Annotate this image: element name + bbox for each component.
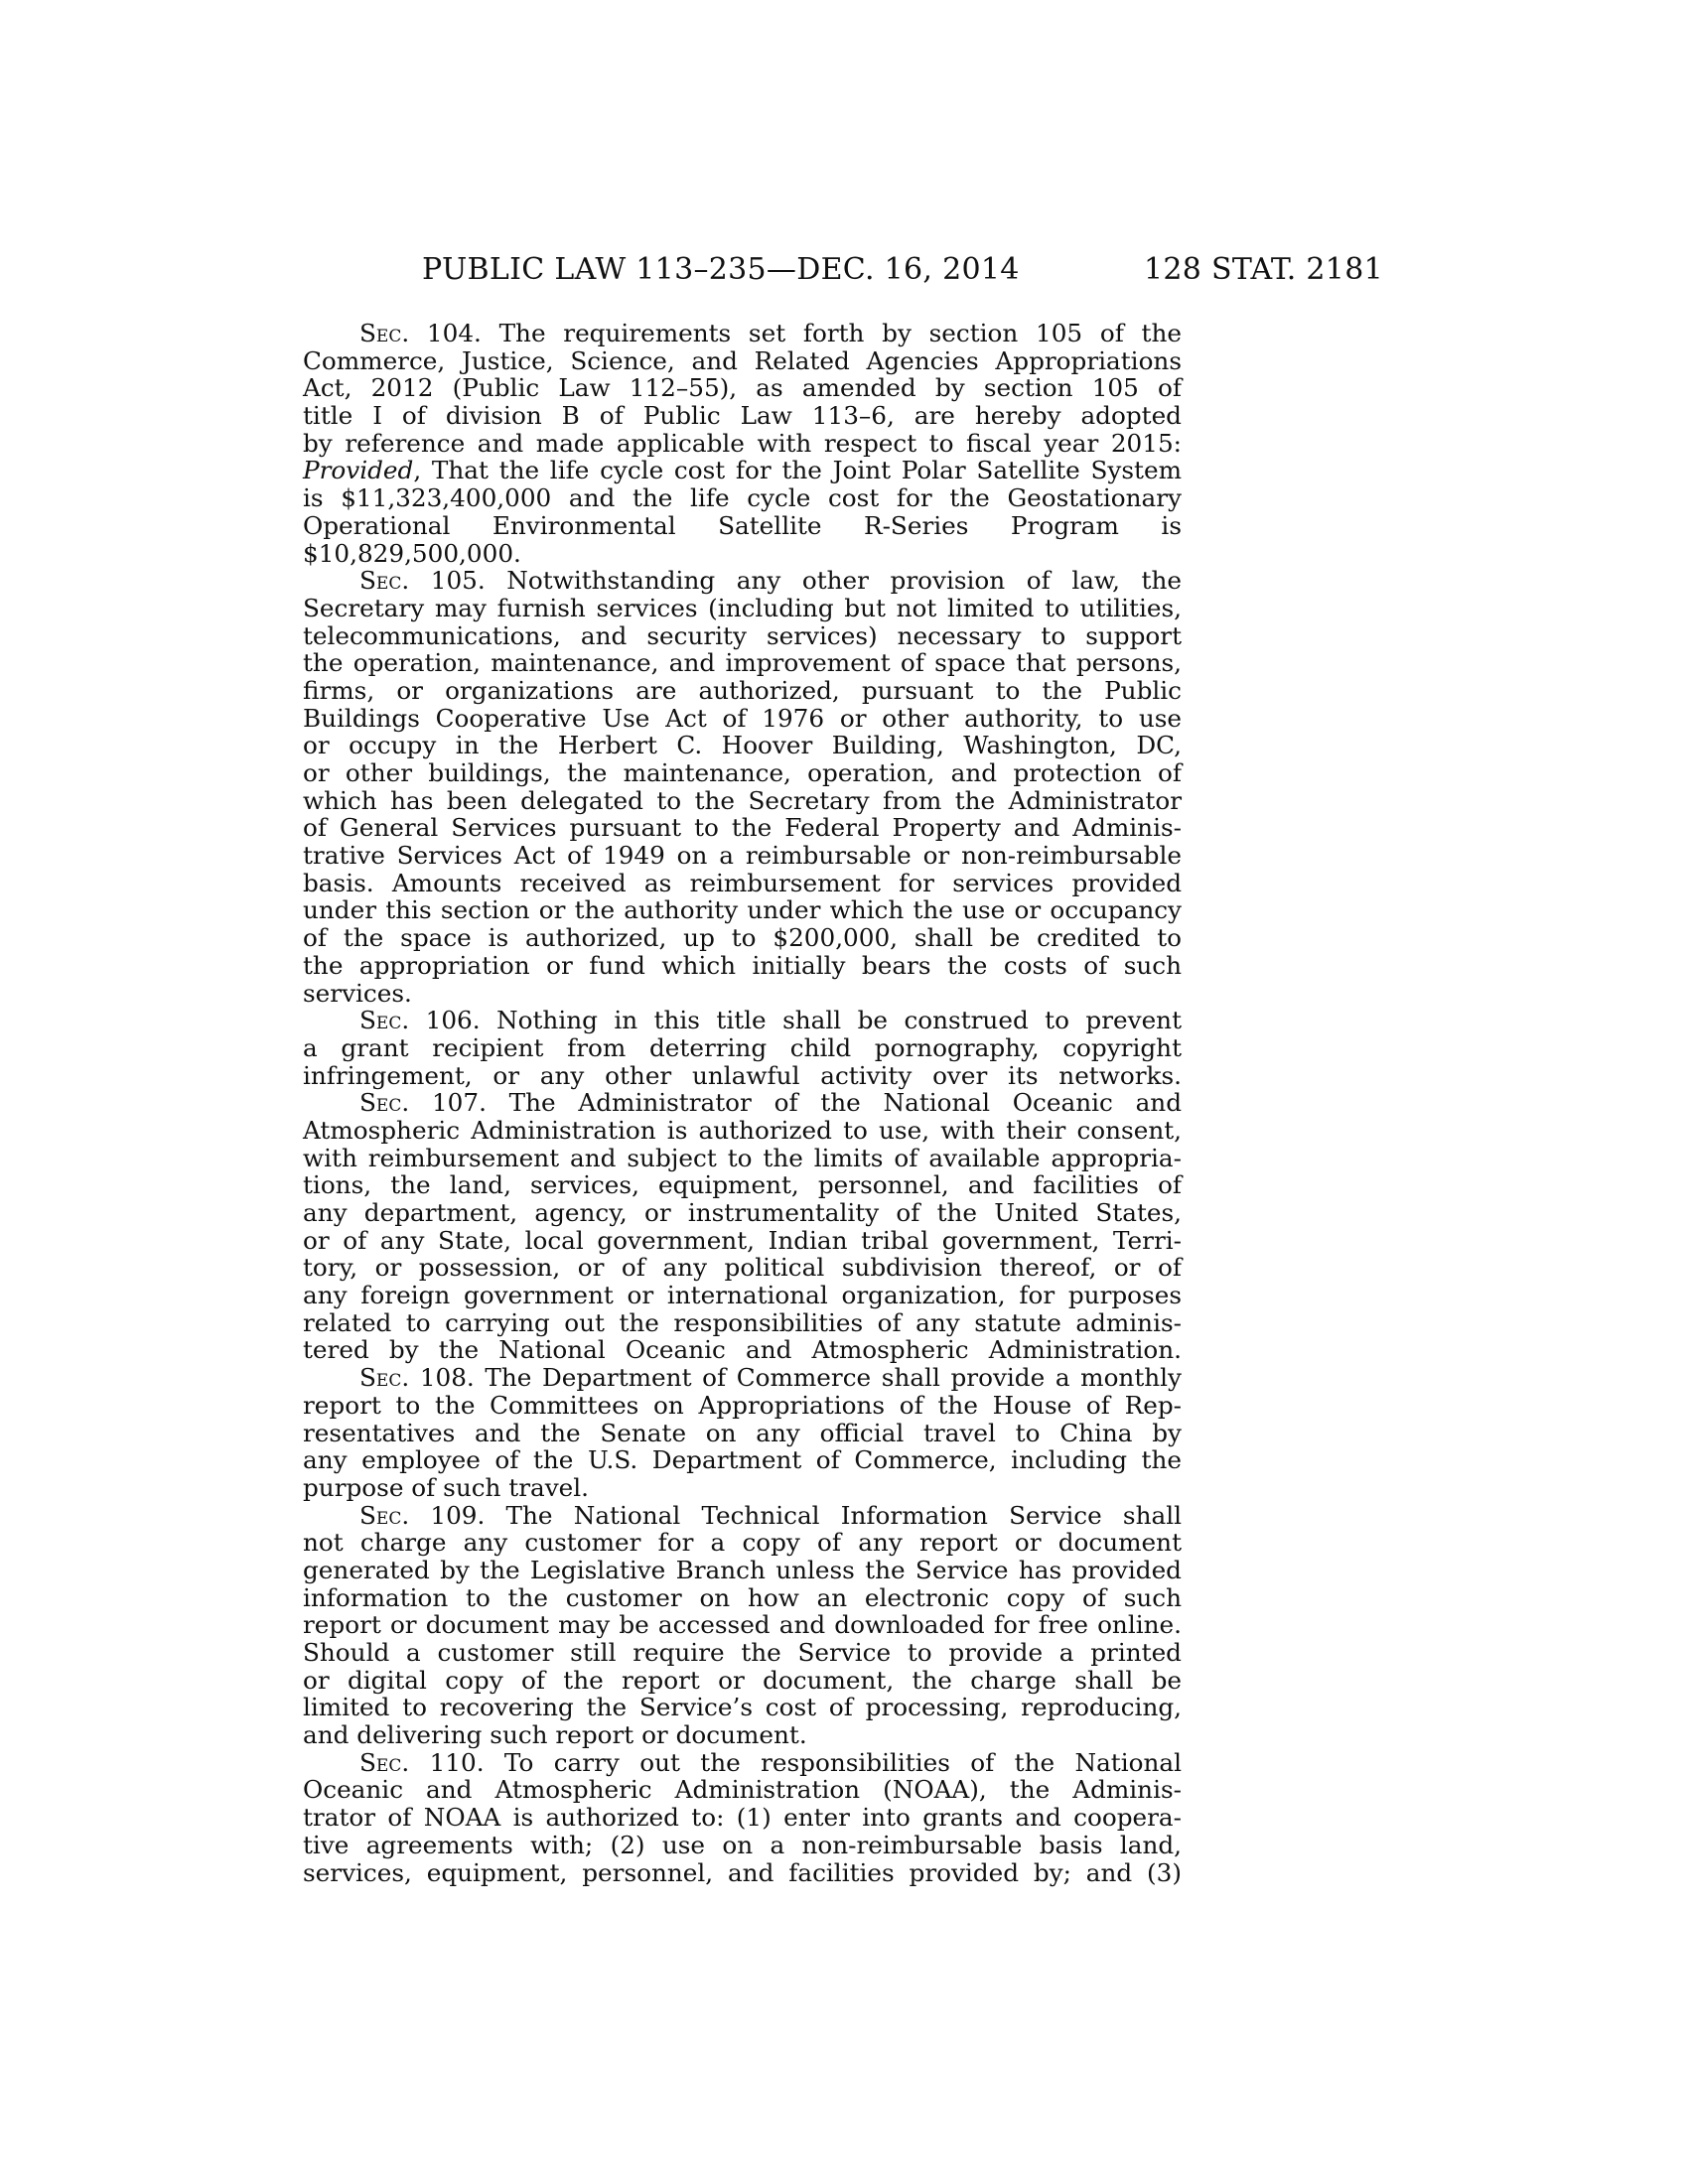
section-label: Sec — [359, 319, 402, 347]
text-line: a grant recipient from deterring child pornography, copyright — [303, 1032, 1182, 1062]
page-header-left: PUBLIC LAW 113–235—DEC. 16, 2014 — [422, 252, 1020, 287]
text-line: information to the customer on how an electronic copy of such — [303, 1582, 1182, 1612]
text-line: Sec. 107. The Administrator of the National Oceanic and — [359, 1088, 1182, 1118]
text-line: limited to recovering the Service’s cost of processing, reproducing, — [303, 1693, 1182, 1722]
text-line: any employee of the U.S. Department of Commerce, including the — [303, 1445, 1182, 1475]
text-line: by reference and made applicable with respect to fiscal year 2015: — [303, 428, 1182, 458]
text-line: Should a customer still require the Service to provide a printed — [303, 1638, 1182, 1667]
text-line: services. — [303, 978, 412, 1008]
text-line: any foreign government or international organization, for purposes — [303, 1281, 1182, 1310]
text-line: of the space is authorized, up to $200,000, shall be credited to — [303, 923, 1182, 953]
text-line: under this section or the authority under which the use or occupancy — [303, 895, 1182, 925]
text-line: telecommunications, and security services) necessary to support — [303, 620, 1182, 650]
section-label: Sec — [359, 566, 402, 596]
text-line: resentatives and the Senate on any official travel to China by — [303, 1418, 1182, 1447]
text-line: Oceanic and Atmospheric Administration (NOAA), the Adminis- — [303, 1775, 1182, 1805]
text-line: which has been delegated to the Secretary from the Administrator — [303, 785, 1182, 815]
text-line: tered by the National Oceanic and Atmospheric Administration. — [303, 1335, 1182, 1365]
text-line: Sec. 104. The requirements set forth by section 105 of the — [359, 319, 1182, 347]
text-line: any department, agency, or instrumentality of the United States, — [303, 1198, 1182, 1227]
text-line: title I of division B of Public Law 113–6, are hereby adopted — [303, 401, 1182, 431]
document-body — [303, 320, 1182, 1886]
text-line: $10,829,500,000. — [303, 538, 521, 568]
text-line: generated by the Legislative Branch unless the Service has provided — [303, 1555, 1182, 1584]
text-line: trative Services Act of 1949 on a reimbursable or non-reimbursable — [303, 841, 1182, 871]
text-line: the appropriation or fund which initially bears the costs of such — [303, 950, 1182, 980]
text-line: not charge any customer for a copy of any report or document — [303, 1528, 1182, 1558]
text-line: trator of NOAA is authorized to: (1) enter into grants and coopera- — [303, 1803, 1182, 1833]
text-line: of General Services pursuant to the Federal Property and Adminis- — [303, 813, 1182, 843]
text-line: and delivering such report or document. — [303, 1720, 807, 1750]
text-line: tive agreements with; (2) use on a non-reimbursable basis land, — [303, 1830, 1182, 1859]
text-line: report to the Committees on Appropriations of the House of Rep- — [303, 1390, 1182, 1420]
text-line: Act, 2012 (Public Law 112–55), as amended by section 105 of — [303, 373, 1182, 403]
text-line: purpose of such travel. — [303, 1472, 590, 1502]
section-label: Sec — [359, 1006, 402, 1035]
section-107 — [303, 1089, 1182, 1364]
text-line: Provided, That the life cycle cost for the Joint Polar Satellite System — [303, 456, 1182, 485]
provided-term: Provided — [303, 456, 414, 485]
section-label: Sec — [359, 1747, 402, 1777]
text-line: or other buildings, the maintenance, operation, and protection of — [303, 758, 1182, 787]
text-line: related to carrying out the responsibilities of any statute adminis- — [303, 1307, 1182, 1337]
text-line: tions, the land, services, equipment, personnel, and facilities of — [303, 1170, 1182, 1200]
section-label: Sec — [359, 1088, 402, 1118]
text-line: Operational Environmental Satellite R-Series Program is — [303, 510, 1182, 540]
text-line: Sec. 108. The Department of Commerce shall provide a monthly — [359, 1363, 1182, 1393]
section-label: Sec — [359, 1500, 402, 1530]
text-line: firms, or organizations are authorized, pursuant to the Public — [303, 675, 1182, 705]
text-line: or of any State, local government, Indian tribal government, Terri- — [303, 1225, 1182, 1255]
text-line: with reimbursement and subject to the limits of available appropria- — [303, 1143, 1182, 1172]
page-header-right: 128 STAT. 2181 — [1144, 252, 1383, 287]
text-line: Commerce, Justice, Science, and Related Agencies Appropriations — [303, 345, 1182, 375]
text-line: or digital copy of the report or document, the charge shall be — [303, 1665, 1182, 1695]
text-line: or occupy in the Herbert C. Hoover Building, Washington, DC, — [303, 731, 1182, 760]
text-line: Sec. 110. To carry out the responsibilities of the National — [359, 1747, 1182, 1777]
text-line: tory, or possession, or of any political subdivision thereof, or of — [303, 1253, 1182, 1283]
section-105 — [303, 567, 1182, 1007]
text-line: Sec. 105. Notwithstanding any other provision of law, the — [359, 566, 1182, 596]
section-106 — [303, 1007, 1182, 1089]
section-label: Sec — [359, 1363, 402, 1393]
text-line: infringement, or any other unlawful activity over its networks. — [303, 1060, 1182, 1090]
section-104 — [303, 320, 1182, 567]
text-line: is $11,323,400,000 and the life cycle cost for the Geostationary — [303, 483, 1182, 513]
section-108 — [303, 1364, 1182, 1501]
text-line: basis. Amounts received as reimbursement for services provided — [303, 868, 1182, 897]
text-line: Buildings Cooperative Use Act of 1976 or other authority, to use — [303, 703, 1182, 733]
text-line: report or document may be accessed and downloaded for free online. — [303, 1610, 1182, 1640]
section-109 — [303, 1502, 1182, 1749]
text-line: Sec. 106. Nothing in this title shall be construed to prevent — [359, 1006, 1182, 1035]
text-line: the operation, maintenance, and improvement of space that persons, — [303, 648, 1182, 678]
text-line: Secretary may furnish services (including but not limited to utilities, — [303, 593, 1182, 622]
section-110 — [303, 1749, 1182, 1886]
text-line: Sec. 109. The National Technical Information Service shall — [359, 1500, 1182, 1530]
text-line: Atmospheric Administration is authorized to use, with their consent, — [303, 1115, 1182, 1145]
text-line: services, equipment, personnel, and facilities provided by; and (3) — [303, 1857, 1182, 1887]
